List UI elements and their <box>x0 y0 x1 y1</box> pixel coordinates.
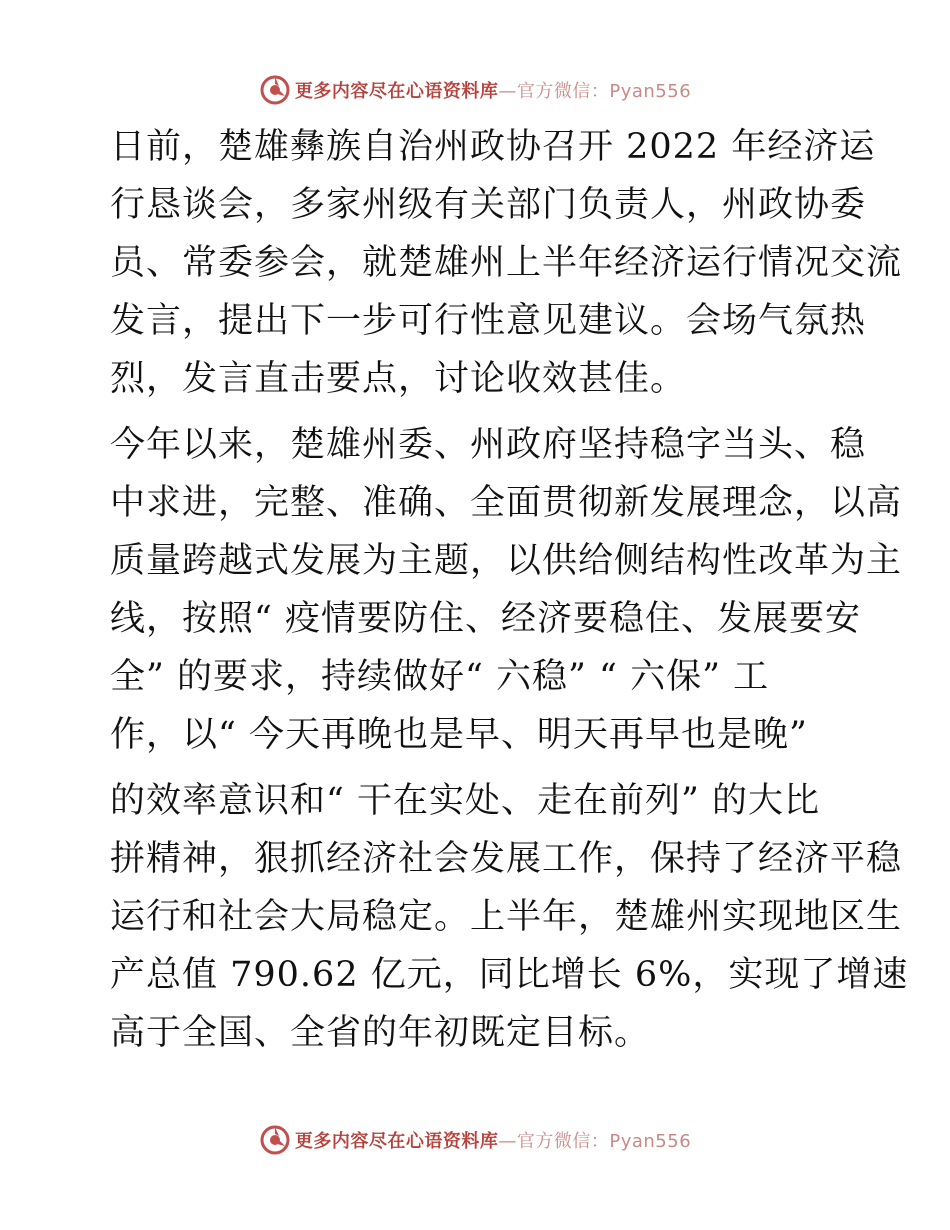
watermark-wechat-text: —官方微信：Pyan556 <box>498 1131 692 1152</box>
watermark-text <box>295 77 691 103</box>
header-watermark <box>0 70 950 110</box>
text-line: 发言，提出下一步可行性意见建议。会场气氛热 <box>110 301 867 341</box>
text-line: 拼精神，狠抓经济社会发展工作，保持了经济平稳 <box>110 839 903 879</box>
text-line: 行恳谈会，多家州级有关部门负责人，州政协委 <box>110 185 867 225</box>
text-line: 产总值 790.62 亿元，同比增长 6%，实现了增速 <box>110 955 909 995</box>
text-line: 中求进，完整、准确、全面贯彻新发展理念，以高 <box>110 483 903 523</box>
text-line: 运行和社会大局稳定。上半年，楚雄州实现地区生 <box>110 897 903 937</box>
watermark-wechat-text: —官方微信：Pyan556 <box>498 81 692 102</box>
text-line: 今年以来，楚雄州委、州政府坚持稳字当头、稳 <box>110 425 867 465</box>
text-line: 线，按照“ 疫情要防住、经济要稳住、发展要安 <box>110 599 862 639</box>
logo-icon <box>259 74 291 106</box>
watermark-strong-text: 更多内容尽在心语资料库 <box>294 81 499 102</box>
paragraph-2 <box>98 416 903 764</box>
text-line: 质量跨越式发展为主题，以供给侧结构性改革为主 <box>110 541 903 581</box>
watermark-strong-text: 更多内容尽在心语资料库 <box>294 1131 499 1152</box>
document-body <box>98 118 909 1062</box>
text-line: 日前，楚雄彝族自治州政协召开 2022 年经济运 <box>110 127 876 167</box>
paragraph-3 <box>98 772 909 1062</box>
text-line: 员、常委参会，就楚雄州上半年经济运行情况交流 <box>110 243 903 283</box>
footer-watermark <box>0 1120 950 1160</box>
text-line: 烈，发言直击要点，讨论收效甚佳。 <box>110 359 687 399</box>
text-line: 高于全国、全省的年初既定目标。 <box>110 1013 651 1053</box>
text-line: 的效率意识和“ 干在实处、走在前列” 的大比 <box>110 781 821 821</box>
text-line: 作，以“ 今天再晚也是早、明天再早也是晚” <box>110 715 808 755</box>
paragraph-1 <box>98 118 903 408</box>
logo-icon <box>259 1124 291 1156</box>
text-line: 全” 的要求，持续做好“ 六稳” “ 六保” 工 <box>110 657 770 697</box>
watermark-text <box>295 1127 691 1153</box>
